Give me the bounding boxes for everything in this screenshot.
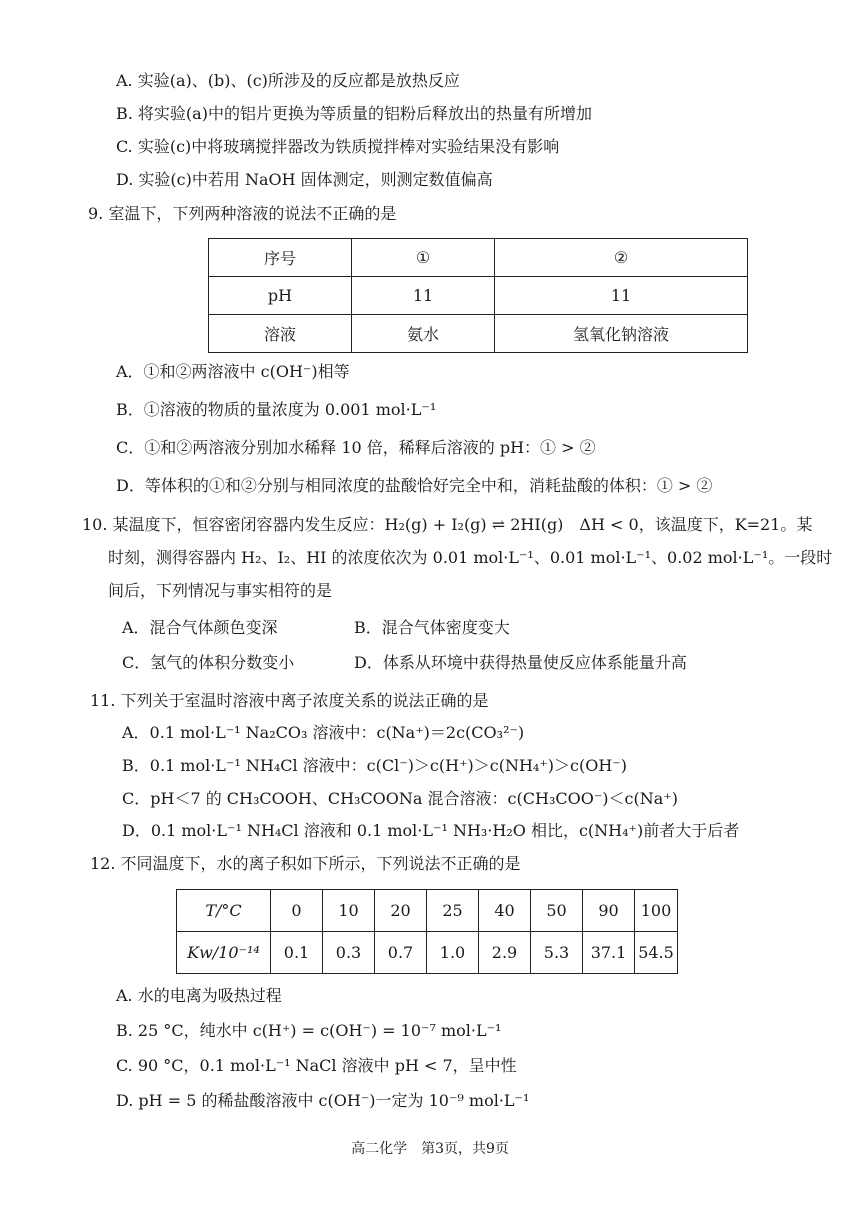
q9-table-cell: 氨水 [352,315,495,353]
q12-kw-cell: 54.5 [635,932,678,974]
q8-option-b: B. 将实验(a)中的铝片更换为等质量的铝粉后释放出的热量有所增加 [116,104,592,123]
q12-option-c: C. 90 °C，0.1 mol·L⁻¹ NaCl 溶液中 pH < 7，呈中性 [116,1056,517,1075]
q8-option-a: A. 实验(a)、(b)、(c)所涉及的反应都是放热反应 [116,71,460,90]
q9-table-cell: 11 [495,277,748,315]
q12-t-cell: 20 [375,890,427,932]
q10-option-b: B．混合气体密度变大 [354,618,510,637]
q9-table-cell: 序号 [209,239,352,277]
q12-t-cell: 50 [531,890,583,932]
q9-table-cell: ① [352,239,495,277]
q11-stem: 11. 下列关于室温时溶液中离子浓度关系的说法正确的是 [90,691,489,710]
q12-header-t: T/°C [177,890,271,932]
q11-option-a: A．0.1 mol·L⁻¹ Na₂CO₃ 溶液中：c(Na⁺)＝2c(CO₃²⁻) [122,723,525,742]
q10-option-a: A．混合气体颜色变深 [122,618,278,637]
q10-option-d: D．体系从环境中获得热量使反应体系能量升高 [354,653,687,672]
q9-option-c: C．①和②两溶液分别加水稀释 10 倍，稀释后溶液的 pH：① > ② [116,438,596,457]
q12-t-cell: 10 [323,890,375,932]
q9-table-cell: pH [209,277,352,315]
page-footer: 高二化学 第3页，共9页 [351,1141,509,1157]
q12-t-cell: 25 [427,890,479,932]
q9-table-cell: 11 [352,277,495,315]
q12-t-cell: 100 [635,890,678,932]
q12-t-cell: 90 [583,890,635,932]
q10-option-c: C．氢气的体积分数变小 [122,653,295,672]
q11-option-d: D．0.1 mol·L⁻¹ NH₄Cl 溶液和 0.1 mol·L⁻¹ NH₃·H₂O 相比，c(NH₄⁺)前者大于后者 [122,821,740,840]
q9-table [208,238,748,353]
q12-table [176,889,678,974]
q12-kw-cell: 2.9 [479,932,531,974]
q11-option-c: C．pH＜7 的 CH₃COOH、CH₃COONa 混合溶液：c(CH₃COO⁻)＜c(Na⁺) [122,789,678,808]
q8-option-c: C. 实验(c)中将玻璃搅拌器改为铁质搅拌棒对实验结果没有影响 [116,137,560,156]
q12-kw-cell: 37.1 [583,932,635,974]
q12-kw-cell: 0.1 [271,932,323,974]
q9-table-cell: 氢氧化钠溶液 [495,315,748,353]
q10-stem-line2: 时刻，测得容器内 H₂、I₂、HI 的浓度依次为 0.01 mol·L⁻¹、0.01 mol·L⁻¹、0.02 mol·L⁻¹。一段时 [108,548,833,567]
q12-option-b: B. 25 °C，纯水中 c(H⁺) = c(OH⁻) = 10⁻⁷ mol·L⁻¹ [116,1021,502,1040]
q12-option-a: A. 水的电离为吸热过程 [116,986,282,1005]
q12-t-cell: 0 [271,890,323,932]
q12-kw-cell: 1.0 [427,932,479,974]
q11-option-b: B．0.1 mol·L⁻¹ NH₄Cl 溶液中：c(Cl⁻)＞c(H⁺)＞c(NH₄⁺)＞c(OH⁻) [122,756,627,775]
q9-table-cell: ② [495,239,748,277]
q8-option-d: D. 实验(c)中若用 NaOH 固体测定，则测定数值偏高 [116,170,493,189]
q12-kw-cell: 0.7 [375,932,427,974]
q10-stem-line3: 间后，下列情况与事实相符的是 [108,581,333,600]
q9-option-d: D．等体积的①和②分别与相同浓度的盐酸恰好完全中和，消耗盐酸的体积：① > ② [116,476,713,495]
q9-option-b: B．①溶液的物质的量浓度为 0.001 mol·L⁻¹ [116,400,437,419]
q12-t-cell: 40 [479,890,531,932]
q12-stem: 12. 不同温度下，水的离子积如下所示，下列说法不正确的是 [90,854,521,873]
q9-option-a: A．①和②两溶液中 c(OH⁻)相等 [116,362,350,381]
q12-kw-cell: 5.3 [531,932,583,974]
q12-header-kw: Kw/10⁻¹⁴ [177,932,271,974]
q9-stem: 9. 室温下，下列两种溶液的说法不正确的是 [88,204,397,223]
q12-kw-cell: 0.3 [323,932,375,974]
q9-table-cell: 溶液 [209,315,352,353]
q12-option-d: D. pH = 5 的稀盐酸溶液中 c(OH⁻)一定为 10⁻⁹ mol·L⁻¹ [116,1091,530,1110]
q10-stem-line1: 10. 某温度下，恒容密闭容器内发生反应：H₂(g) + I₂(g) ⇌ 2HI(g) ΔH < 0，该温度下，K=21。某 [82,515,813,534]
